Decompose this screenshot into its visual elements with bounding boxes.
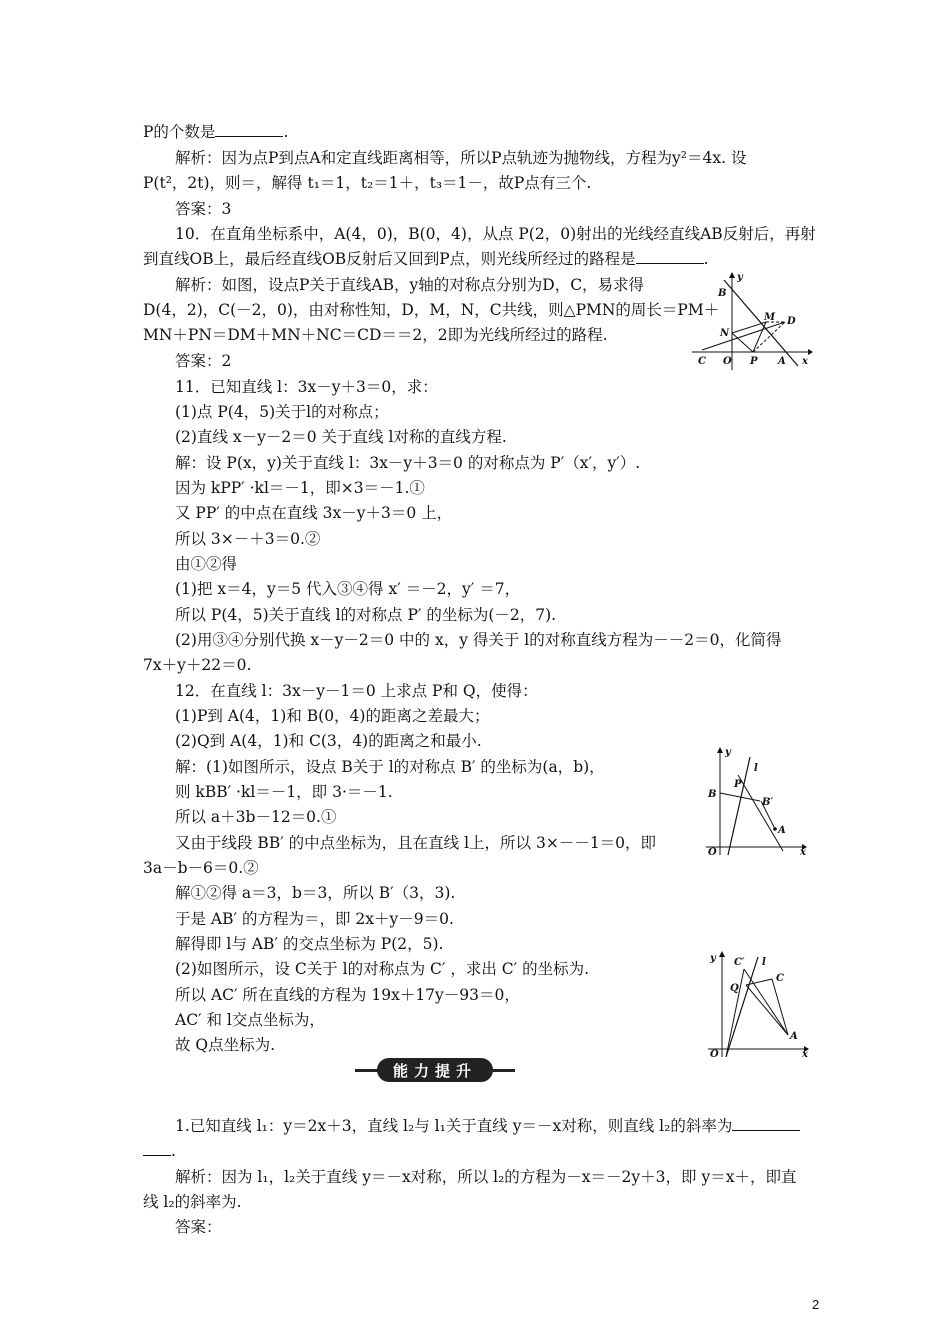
line-text: 答案：2: [175, 352, 232, 370]
line-text: 所以 3×－＋3＝0.②: [175, 530, 321, 548]
text-line: [143, 857, 259, 879]
text-line: [143, 1140, 176, 1162]
text-line: [143, 299, 719, 321]
fig10-label: C: [698, 356, 706, 367]
text-line: [175, 553, 237, 575]
line-text: 3a－b－6＝0.②: [143, 859, 259, 877]
fig10-label: P: [750, 356, 758, 367]
line-punctuation: .: [171, 1142, 176, 1160]
line-text: 解析：因为点P到点A和定直线距离相等，所以P点轨迹为抛物线，方程为y²＝4x. 设: [175, 149, 747, 167]
line-text: 所以 P(4，5)关于直线 l的对称点 P′ 的坐标为(－2，7).: [175, 606, 557, 624]
fig12a-label: x: [800, 847, 806, 858]
text-line: [175, 452, 640, 474]
text-line: [143, 324, 608, 346]
page-number: 2: [812, 1297, 820, 1312]
fig12b-label: Q: [730, 983, 739, 994]
line-text: 故 Q点坐标为.: [175, 1036, 276, 1054]
banner-title: 能力提升: [377, 1058, 493, 1082]
line-text: P(t²，2t)，则＝，解得 t₁＝1，t₂＝1＋，t₃＝1－，故P点有三个.: [143, 174, 592, 192]
text-line: [175, 1166, 796, 1188]
text-line: [143, 172, 591, 194]
fig12b-label: C: [776, 973, 784, 984]
fig12b-label: O: [710, 1049, 719, 1060]
line-punctuation: .: [703, 250, 709, 268]
line-text: (2)如图所示，设 C关于 l的对称点为 C′ ，求出 C′ 的坐标为.: [175, 960, 590, 978]
line-text: MN＋PN＝DM＋MN＋NC＝CD＝＝2，2即为光线所经过的路程.: [143, 326, 608, 344]
text-line: [175, 705, 489, 727]
fig10-label: O: [723, 356, 732, 367]
fig12a-label: l: [754, 763, 758, 774]
line-text: 到直线OB上，最后经直线OB反射后又回到P点，则光线所经过的路程是: [143, 250, 636, 268]
text-line: [175, 806, 336, 828]
text-line: [175, 401, 389, 423]
line-text: 答案：3: [175, 200, 232, 218]
text-line: [175, 908, 454, 930]
fig12a-label: O: [708, 847, 717, 858]
answer-blank: [143, 1140, 171, 1156]
line-text: 由①②得: [175, 555, 238, 573]
fig12b-label: y: [710, 953, 716, 964]
text-line: [175, 376, 438, 398]
line-text: 于是 AB′ 的方程为＝，即 2x＋y－9＝0.: [175, 910, 454, 928]
line-text: 所以 AC′ 所在直线的方程为 19x＋17y－93＝0，: [175, 986, 520, 1004]
line-punctuation: .: [283, 123, 289, 141]
line-text: (2)直线 x－y－2＝0 关于直线 l对称的直线方程.: [175, 428, 507, 446]
text-line: [175, 756, 605, 778]
line-text: (1)把 x＝4，y＝5 代入③④得 x′ ＝－2，y′ ＝7，: [175, 580, 521, 598]
text-line: [175, 1115, 800, 1137]
text-line: [175, 528, 320, 550]
figure-max-difference: [698, 743, 810, 858]
text-line: [175, 629, 782, 651]
line-text: 线 l₂的斜率为.: [143, 1193, 242, 1211]
text-line: [175, 1034, 275, 1056]
line-text: 因为 kPP′ ·kl＝－1，即×3＝－1.①: [175, 479, 425, 497]
text-line: [175, 984, 520, 1006]
fig12a-label: y: [725, 747, 731, 758]
text-line: [175, 274, 644, 296]
line-text: 12．在直线 l：3x－y－1＝0 上求点 P和 Q，使得：: [175, 682, 538, 700]
fig12a-label: B: [708, 789, 717, 800]
figure-light-reflection: [690, 270, 815, 375]
fig10-label: A: [778, 356, 786, 367]
fig10-label: y: [737, 272, 743, 283]
text-line: [175, 730, 482, 752]
text-line: [175, 680, 538, 702]
text-line: [175, 1009, 325, 1031]
text-line: [143, 121, 288, 143]
text-line: [175, 502, 452, 524]
text-line: [175, 958, 589, 980]
text-line: [175, 426, 507, 448]
fig12b-label: A: [790, 1031, 798, 1042]
section-banner: [355, 1056, 515, 1086]
line-text: 又 PP′ 的中点在直线 3x－y＋3＝0 上，: [175, 504, 453, 522]
line-text: 1.已知直线 l₁：y＝2x＋3，直线 l₂与 l₁关于直线 y＝－x对称，则直线 l₂的斜率为: [175, 1117, 733, 1135]
fig10-label: N: [720, 328, 730, 339]
line-text: 则 kBB′ ·kl＝－1，即 3·＝－1.: [175, 783, 393, 801]
text-line: [175, 147, 746, 169]
answer-blank: [636, 248, 704, 264]
line-text: 答案：: [175, 1218, 222, 1236]
answer-blank: [732, 1115, 800, 1131]
line-text: AC′ 和 l交点坐标为，: [175, 1011, 325, 1029]
figure-min-sum: [700, 945, 812, 1063]
fig12a-label: B′: [762, 797, 774, 808]
line-text: 7x＋y＋22＝0.: [143, 656, 252, 674]
text-line: [143, 654, 251, 676]
fig10-label: B: [718, 288, 727, 299]
line-text: 解析：如图，设点P关于直线AB，y轴的对称点分别为D，C，易求得: [175, 276, 645, 294]
line-text: 解①②得 a＝3，b＝3，所以 B′（3，3).: [175, 884, 456, 902]
text-line: [143, 248, 709, 270]
text-line: [175, 477, 425, 499]
fig10-label: M: [764, 312, 776, 323]
line-text: 解：(1)如图所示，设点 B关于 l的对称点 B′ 的坐标为(a，b)，: [175, 758, 605, 776]
fig10-label: x: [802, 356, 808, 367]
line-text: 解析：因为 l₁，l₂关于直线 y＝－x对称，所以 l₂的方程为－x＝－2y＋3，即 y＝x＋，即直: [175, 1168, 797, 1186]
text-line: [175, 1216, 222, 1238]
line-text: 10．在直角坐标系中，A(4，0)，B(0，4)，从点 P(2，0)射出的光线经直线AB反射后，再射: [175, 225, 816, 243]
text-line: [175, 882, 455, 904]
text-line: [175, 350, 231, 372]
text-line: [175, 578, 520, 600]
line-text: 解得即 l与 AB′ 的交点坐标为 P(2，5).: [175, 935, 444, 953]
fig12b-label: l: [762, 957, 766, 968]
text-line: [175, 223, 816, 245]
line-text: (1)点 P(4，5)关于l的对称点；: [175, 403, 389, 421]
line-text: D(4，2)，C(－2，0)，由对称性知，D，M，N，C共线，则△PMN的周长＝PM＋: [143, 301, 720, 319]
line-text: 所以 a＋3b－12＝0.①: [175, 808, 337, 826]
text-line: [175, 198, 231, 220]
line-text: 又由于线段 BB′ 的中点坐标为，且在直线 l上，所以 3×－－1＝0，即: [175, 834, 657, 852]
line-text: (2)用③④分别代换 x－y－2＝0 中的 x，y 得关于 l的对称直线方程为－－2＝0，化简得: [175, 631, 782, 649]
answer-blank: [215, 121, 283, 137]
line-text: (1)P到 A(4，1)和 B(0，4)的距离之差最大；: [175, 707, 490, 725]
fig10-label: D: [787, 316, 796, 327]
fig12b-label: x: [802, 1049, 808, 1060]
line-text: 11．已知直线 l：3x－y＋3＝0，求：: [175, 378, 438, 396]
line-text: 解：设 P(x，y)关于直线 l：3x－y＋3＝0 的对称点为 P′（x′，y′）.: [175, 454, 641, 472]
text-line: [175, 604, 556, 626]
text-line: [175, 781, 393, 803]
line-text: (2)Q到 A(4，1)和 C(3，4)的距离之和最小.: [175, 732, 482, 750]
fig12a-label: P: [734, 779, 742, 790]
fig12b-label: C′: [734, 957, 745, 968]
text-line: [143, 1191, 242, 1213]
fig12a-label: A: [778, 825, 786, 836]
line-text: P的个数是: [143, 123, 216, 141]
text-line: [175, 933, 443, 955]
text-line: [175, 832, 656, 854]
